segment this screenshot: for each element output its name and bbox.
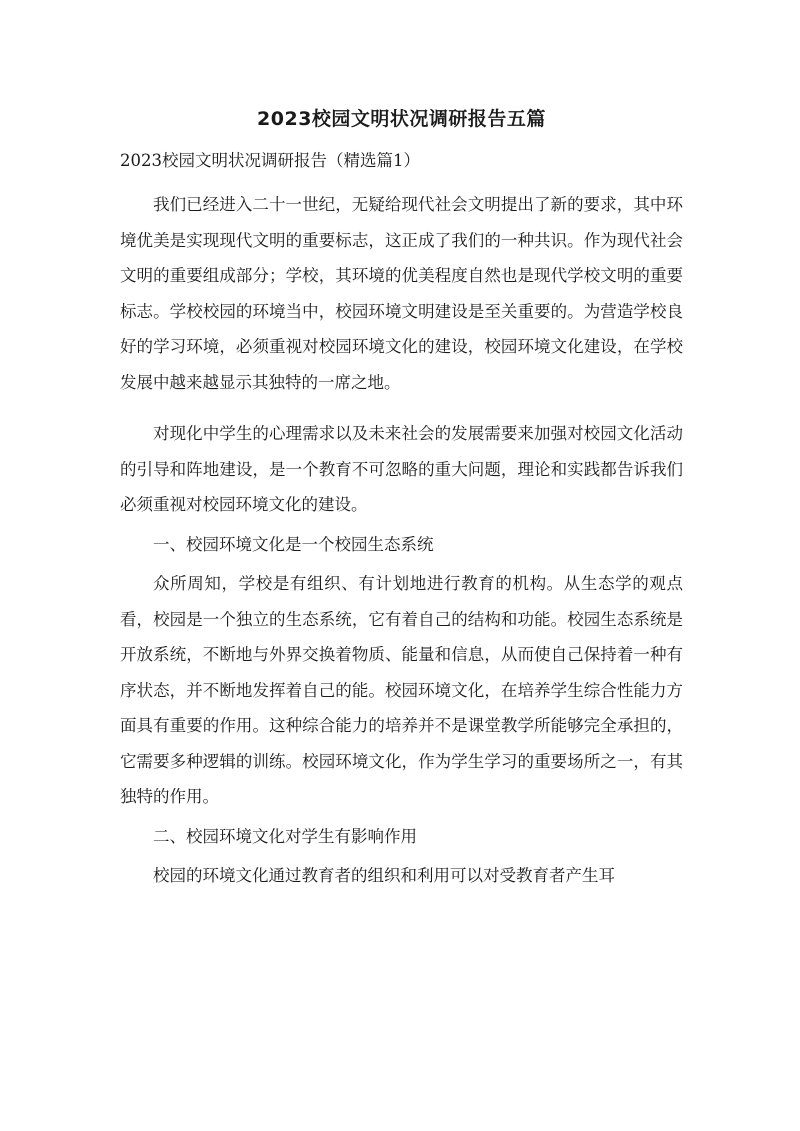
paragraph-4: 校园的环境文化通过教育者的组织和利用可以对受教育者产生耳 — [153, 866, 615, 885]
paragraph-2: 对现化中学生的心理需求以及未来社会的发展需要来加强对校园文化活动的引导和阵地建设，是一个教育不可忽略的重大问题，理论和实践都告诉我们必须重视对校园环境文化的建设。 — [120, 424, 683, 514]
section-heading-1: 一、校园环境文化是一个校园生态系统 — [153, 534, 434, 554]
paragraph-1: 我们已经进入二十一世纪，无疑给现代社会文明提出了新的要求，其中环境优美是实现现代文明的重要标志，这正成了我们的一种共识。作为现代社会文明的重要组成部分；学校，其环境的优美程度自然也是现代学校文明的重要标志。学校校园的环境当中，校园环境文明建设是至关重要的。为营造学校良好的学习环境，必须重视对校园环境文化的建设，校园环境文化建设，在学校发展中越来越显示其独特的一席之地。 — [120, 195, 683, 392]
document-title: 2023校园文明状况调研报告五篇 — [257, 108, 546, 130]
section-heading-2: 二、校园环境文化对学生有影响作用 — [153, 826, 417, 846]
document-subtitle: 2023校园文明状况调研报告（精选篇1） — [120, 151, 420, 170]
paragraph-3: 众所周知，学校是有组织、有计划地进行教育的机构。从生态学的观点看，校园是一个独立的生态系统，它有着自己的结构和功能。校园生态系统是开放系统，不断地与外界交换着物质、能量和信息，从而使自己保持着一种有序状态，并不断地发挥着自己的能。校园环境文化，在培养学生综合性能力方面具有重要的作用。这种综合能力的培养并不是课堂教学所能够完全承担的，它需要多种逻辑的训练。校园环境文化，作为学生学习的重要场所之一，有其独特的作用。 — [120, 574, 683, 806]
